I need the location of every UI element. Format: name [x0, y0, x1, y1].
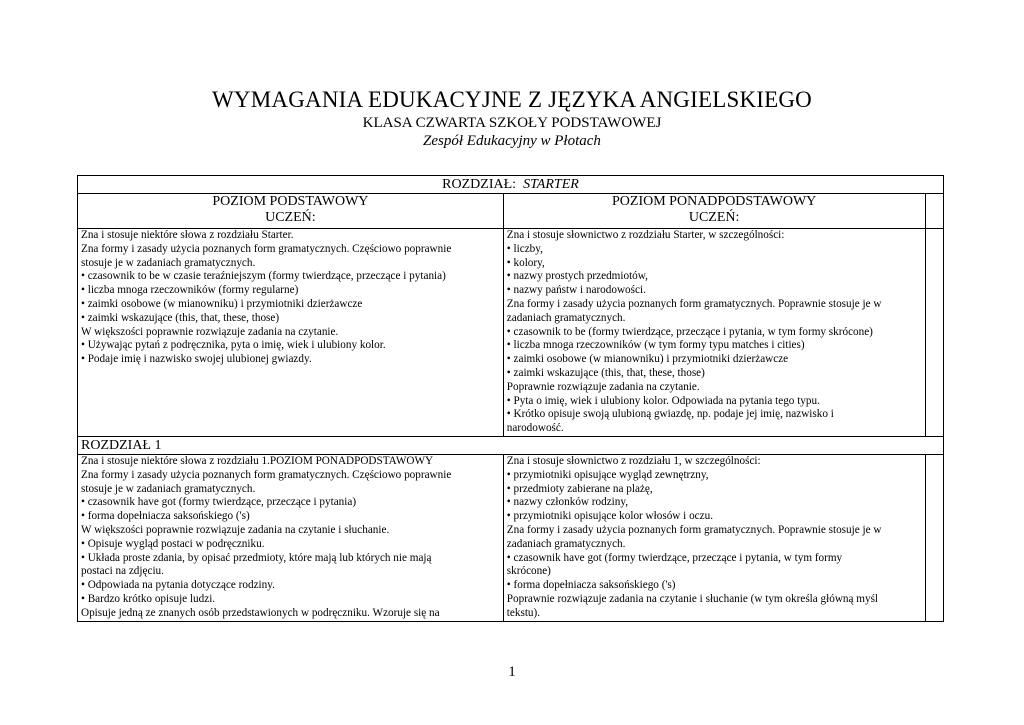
text-line: • liczba mnoga rzeczowników (w tym formy typu matches i cities) — [506, 339, 805, 352]
text-line: • przedmioty zabierane na plażę, — [506, 482, 653, 495]
text-line: Zna i stosuje słownictwo z rozdziału Starter, w szczególności: — [506, 229, 785, 241]
text-line: postaci na zdjęciu. — [81, 565, 164, 578]
text-line: • czasownik to be w czasie teraźniejszym (formy twierdzące, przeczące i pytania) — [81, 270, 446, 283]
text-line: • Podaje imię i nazwisko swojej ulubionej gwiazdy. — [81, 353, 312, 366]
empty-column-cell — [925, 454, 944, 621]
advanced-level-title: POZIOM PONADPODSTAWOWY — [612, 194, 817, 209]
text-line: • Bardzo krótko opisuje ludzi. — [81, 592, 216, 605]
text-line: • nazwy państw i narodowości. — [506, 284, 646, 297]
text-line: W większości poprawnie rozwiązuje zadania na czytanie i słuchanie. — [81, 523, 390, 536]
starter-basic-requirements — [78, 229, 504, 437]
empty-column-cell — [925, 229, 944, 437]
text-line: Zna i stosuje słownictwo z rozdziału 1, w szczególności: — [506, 454, 761, 467]
text-line: Zna i stosuje niektóre słowa z rozdziału Starter. — [81, 229, 294, 241]
empty-column-cell — [925, 194, 944, 229]
text-line: • liczby, — [506, 242, 543, 255]
text-line: • przymiotniki opisujące wygląd zewnętrzny, — [506, 468, 709, 481]
text-line: • czasownik have got (formy twierdzące, przeczące i pytania, w tym formy — [506, 551, 843, 564]
text-line: • Odpowiada na pytania dotyczące rodziny. — [81, 579, 275, 592]
chapter-name: STARTER — [523, 177, 579, 192]
text-line: Zna formy i zasady użycia poznanych form gramatycznych. Poprawnie stosuje je w — [506, 523, 882, 536]
text-line: • zaimki wskazujące (this, that, these, those) — [81, 311, 280, 324]
text-line: skrócone) — [506, 565, 551, 578]
text-line: Zna i stosuje niektóre słowa z rozdziału 1.POZIOM PONADPODSTAWOWY — [81, 454, 434, 467]
text-line: • czasownik have got (formy twierdzące, przeczące i pytania) — [81, 496, 357, 509]
text-line: • kolory, — [506, 256, 545, 269]
text-line: tekstu). — [506, 606, 541, 619]
advanced-level-student: UCZEŃ: — [688, 210, 740, 225]
text-line: • nazwy członków rodziny, — [506, 496, 629, 509]
basic-level-title: POZIOM PODSTAWOWY — [212, 194, 369, 209]
chapter-1-header — [78, 436, 944, 454]
text-line: stosuje je w zadaniach gramatycznych. — [81, 482, 256, 495]
text-line: • zaimki osobowe (w mianowniku) i przymiotniki dzierżawcze — [81, 297, 363, 310]
text-line: stosuje je w zadaniach gramatycznych. — [81, 256, 256, 269]
requirements-table — [77, 175, 944, 622]
text-line: narodowość. — [506, 422, 564, 435]
chapter-starter-header — [78, 176, 944, 194]
basic-level-student: UCZEŃ: — [265, 210, 316, 225]
text-line: • Opisuje wygląd postaci w podręczniku. — [81, 537, 265, 550]
text-line: Poprawnie rozwiązuje zadania na czytanie. — [506, 380, 700, 393]
page-number: 1 — [508, 664, 516, 680]
text-line: • Używając pytań z podręcznika, pyta o imię, wiek i ulubiony kolor. — [81, 339, 386, 352]
text-line: • forma dopełniacza saksońskiego ('s) — [506, 579, 676, 592]
text-line: zadaniach gramatycznych. — [506, 537, 626, 550]
chapter-1-basic-requirements — [78, 454, 504, 621]
text-line: zadaniach gramatycznych. — [506, 311, 626, 324]
text-line: • przymiotniki opisujące kolor włosów i oczu. — [506, 510, 713, 523]
text-line: Zna formy i zasady użycia poznanych form gramatycznych. Poprawnie stosuje je w — [506, 297, 882, 310]
document-header — [0, 86, 1024, 150]
text-line: Poprawnie rozwiązuje zadania na czytanie i słuchanie (w tym określa główną myśl — [506, 592, 879, 605]
document-subtitle: KLASA CZWARTA SZKOŁY PODSTAWOWEJ — [362, 115, 662, 131]
document-title: WYMAGANIA EDUKACYJNE Z JĘZYKA ANGIELSKIEGO — [212, 87, 812, 112]
advanced-level-header — [503, 194, 925, 229]
text-line: W większości poprawnie rozwiązuje zadania na czytanie. — [81, 325, 339, 338]
starter-advanced-requirements — [503, 229, 925, 437]
text-line: • Krótko opisuje swoją ulubioną gwiazdę, np. podaje jej imię, nazwisko i — [506, 408, 834, 421]
chapter-1-label: ROZDZIAŁ 1 — [81, 437, 162, 453]
text-line: • zaimki wskazujące (this, that, these, those) — [506, 366, 705, 379]
text-line: • czasownik to be (formy twierdzące, przeczące i pytania, w tym formy skrócone) — [506, 325, 873, 338]
text-line: • Układa proste zdania, by opisać przedmioty, które mają lub których nie mają — [81, 551, 432, 564]
text-line: • zaimki osobowe (w mianowniku) i przymiotniki dzierżawcze — [506, 353, 789, 366]
text-line: • liczba mnoga rzeczowników (formy regularne) — [81, 284, 299, 297]
basic-level-header — [78, 194, 504, 229]
text-line: Opisuje jedną ze znanych osób przedstawionych w podręczniku. Wzoruje się na — [81, 606, 440, 619]
text-line: • forma dopełniacza saksońskiego ('s) — [81, 510, 250, 523]
school-name: Zespół Edukacyjny w Płotach — [423, 133, 601, 149]
text-line: • nazwy prostych przedmiotów, — [506, 270, 648, 283]
text-line: Zna formy i zasady użycia poznanych form gramatycznych. Częściowo poprawnie — [81, 468, 452, 481]
text-line: Zna formy i zasady użycia poznanych form gramatycznych. Częściowo poprawnie — [81, 242, 452, 255]
chapter-label: ROZDZIAŁ: — [442, 177, 517, 192]
chapter-1-advanced-requirements — [503, 454, 925, 621]
text-line: • Pyta o imię, wiek i ulubiony kolor. Odpowiada na pytania tego typu. — [506, 394, 820, 407]
